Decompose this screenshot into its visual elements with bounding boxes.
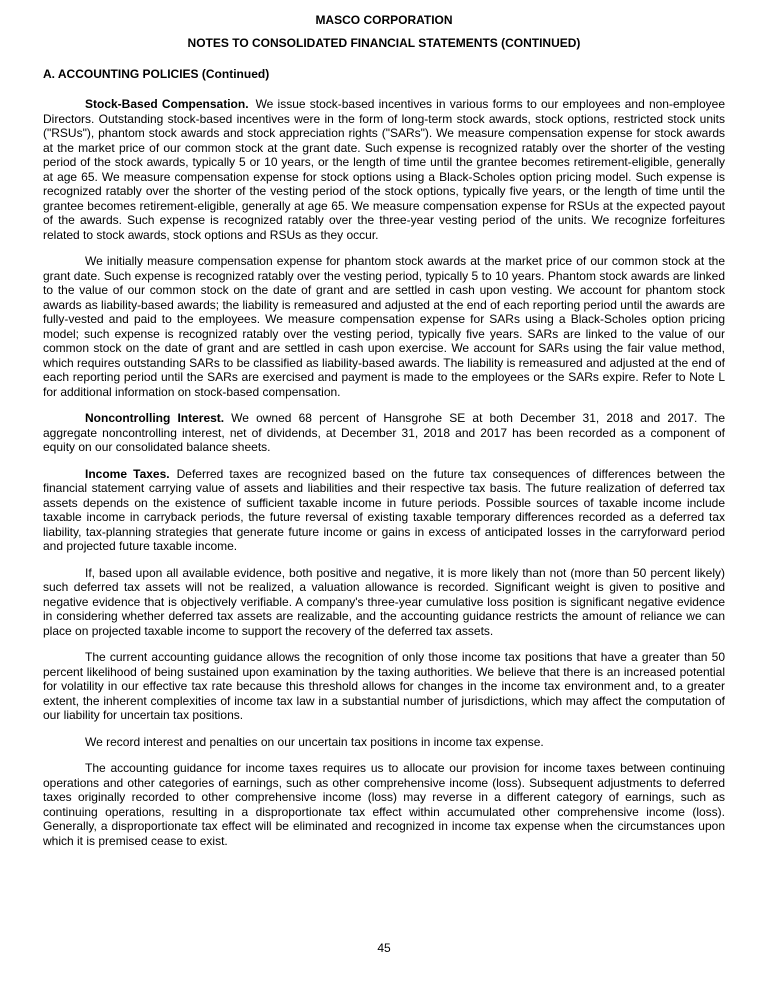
section-heading: A. ACCOUNTING POLICIES (Continued) [43, 67, 270, 81]
paragraph-text: Deferred taxes are recognized based on the future tax consequences of differences between the financial statement carrying value of assets and liabilities and their respective tax basis. The future realization of deferred tax assets depends on the existence of sufficient taxable income in future periods. Possible sources of taxable income include taxable income in carryback periods, the future reversal of existing taxable temporary differences recorded as a deferred tax liability, tax-planning strategies that generate future income or gains in excess of anticipated losses in the carryforward period and projected future taxable income. [43, 466, 725, 553]
paragraph [43, 650, 725, 723]
paragraph-text: The current accounting guidance allows the recognition of only those income tax positions that have a greater than 50 percent likelihood of being sustained upon examination by the taxing authorities. We believe that there is an increased potential for volatility in our effective tax rate because this threshold allows for changes in the income tax environment and, to a greater extent, the inherent complexities of income tax law in a substantial number of jurisdictions, which may affect the computation of our liability for uncertain tax positions. [43, 650, 725, 722]
paragraph [43, 761, 725, 848]
paragraph [43, 735, 725, 750]
paragraph [43, 411, 725, 455]
paragraph-text: We record interest and penalties on our uncertain tax positions in income tax expense. [85, 734, 544, 749]
document-title: MASCO CORPORATION [315, 13, 453, 27]
page-number: 45 [377, 941, 391, 955]
paragraph [43, 254, 725, 399]
paragraph-text: The accounting guidance for income taxes requires us to allocate our provision for income taxes between continuing operations and other categories of earnings, such as other comprehensive income (loss). Subsequent adjustments to deferred taxes originally recorded to other comprehensive income (loss) may reverse in a different category of earnings, such as continuing operations, resulting in a disproportionate tax effect within accumulated other comprehensive income (loss). Generally, a disproportionate tax effect will be eliminated and recognized in income tax expense when the circumstances upon which it is premised cease to exist. [43, 761, 725, 848]
paragraph [43, 97, 725, 242]
paragraph [43, 467, 725, 554]
document-subtitle: NOTES TO CONSOLIDATED FINANCIAL STATEMENTS (CONTINUED) [187, 36, 581, 50]
paragraph-text: We owned 68 percent of Hansgrohe SE at both December 31, 2018 and 2017. The aggregate noncontrolling interest, net of dividends, at December 31, 2018 and 2017 has been recorded as a component of equity on our consolidated balance sheets. [43, 411, 725, 454]
paragraph [43, 566, 725, 639]
paragraph-lead: Stock-Based Compensation. [85, 97, 249, 111]
paragraph-text: We initially measure compensation expense for phantom stock awards at the market price of our common stock at the grant date. Such expense is recognized ratably over the vesting period, typically 5 to 10 years. Phantom stock awards are linked to the value of our common stock on the date of grant and are settled in cash upon vesting. We account for phantom stock awards as liability-based awards; the liability is remeasured and adjusted at the end of each reporting period until the awards are fully-vested and paid to the employees. We measure compensation expense for SARs using a Black-Scholes option pricing model; such expense is recognized ratably over the vesting period, typically five years. SARs are linked to the value of our common stock on the date of grant and are settled in cash upon exercise. We account for SARs using the fair value method, which requires outstanding SARs to be classified as liability-based awards. The liability is remeasured and adjusted at the end of each reporting period until the SARs are exercised and payment is made to the employees or the SARs expire. Refer to Note L for additional information on stock-based compensation. [43, 254, 725, 399]
paragraph-lead: Noncontrolling Interest. [85, 411, 225, 425]
paragraph-text: If, based upon all available evidence, both positive and negative, it is more likely than not (more than 50 percent likely) such deferred tax assets will not be realized, a valuation allowance is recorded. Significant weight is given to positive and negative evidence that is objectively verifiable. A company's three-year cumulative loss position is significant negative evidence in considering whether deferred tax assets are realizable, and the accounting guidance restricts the amount of reliance we can place on projected taxable income to support the recovery of the deferred tax assets. [43, 565, 725, 638]
document-body [43, 97, 725, 848]
paragraph-lead: Income Taxes. [85, 466, 170, 481]
paragraph-text: We issue stock-based incentives in various forms to our employees and non-employee Directors. Outstanding stock-based incentives were in the form of long-term stock awards, stock options, restricted stock units ("RSUs"), phantom stock awards and stock appreciation rights ("SARs"). We measure compensation expense for stock awards at the market price of our common stock at the grant date. Such expense is recognized ratably over the shorter of the vesting period of the stock awards, typically 5 or 10 years, or the length of time until the grantee becomes retirement-eligible, generally at age 65. We measure compensation expense for stock options using a Black-Scholes option pricing model. Such expense is recognized ratably over the shorter of the vesting period of the stock options, typically five years, or the length of time until the grantee becomes retirement-eligible, generally at age 65. We measure compensation expense for RSUs at the expected payout of the awards. Such expense is recognized ratably over the three-year vesting period of the units. We recognize forfeitures related to stock awards, stock options and RSUs as they occur. [43, 97, 725, 242]
